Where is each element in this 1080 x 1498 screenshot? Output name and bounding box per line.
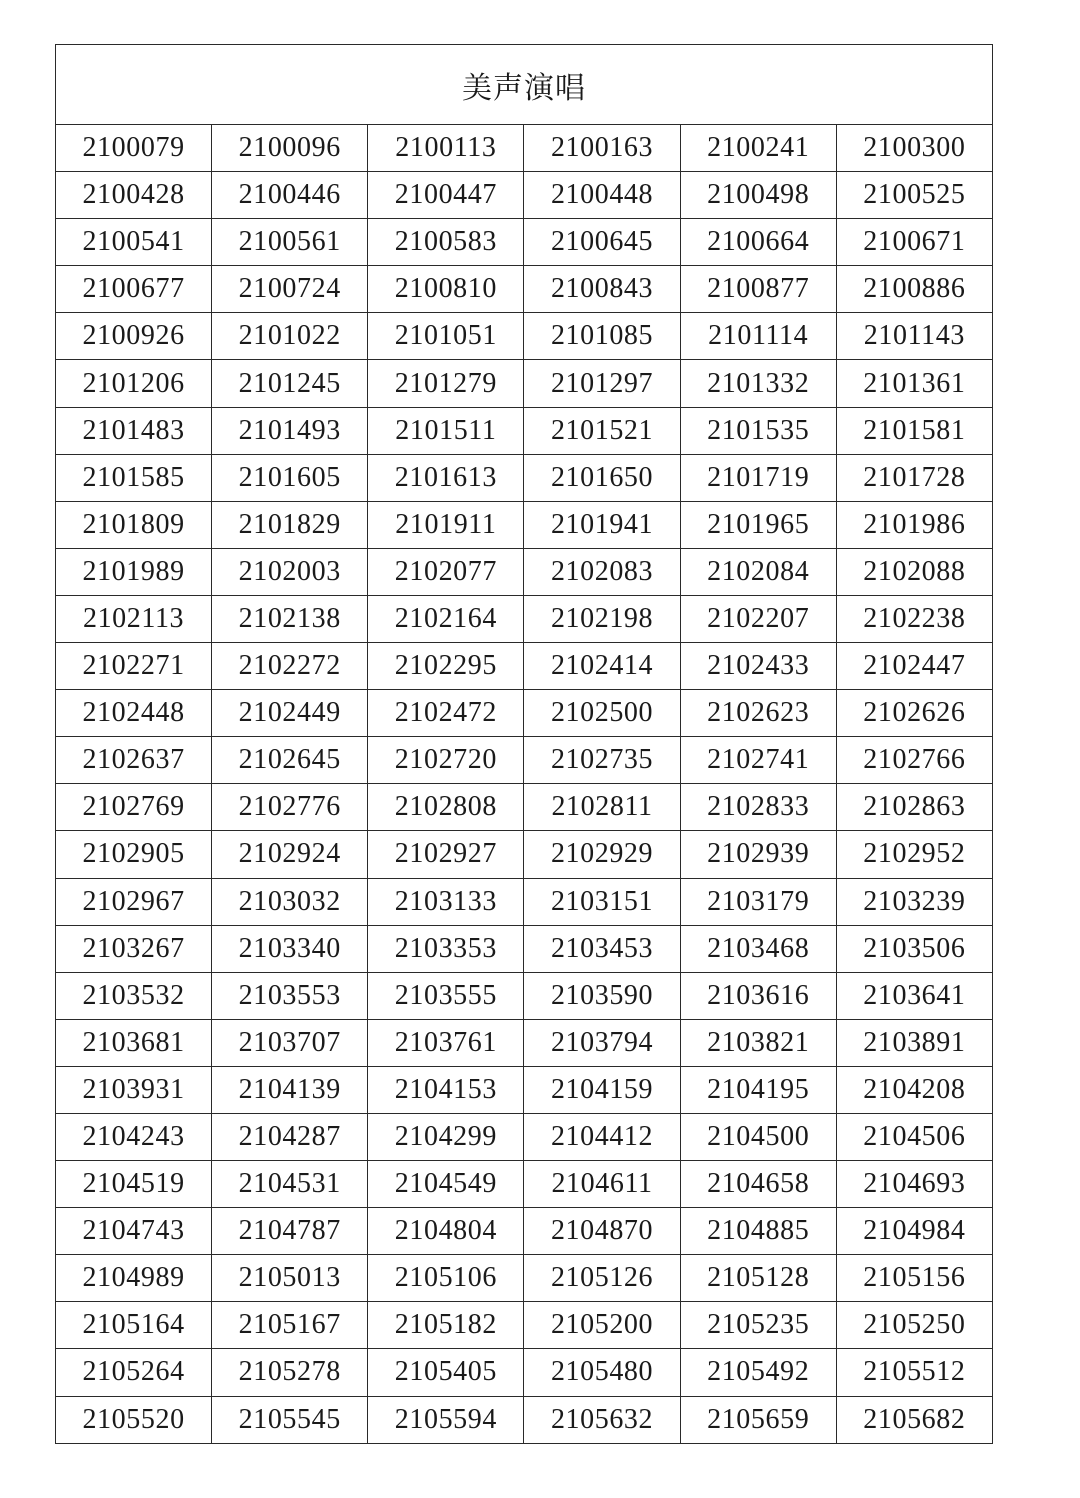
candidate-number-cell: 2102623 [680, 690, 836, 737]
candidate-number-cell: 2102637 [56, 737, 212, 784]
candidate-number-cell: 2103590 [524, 972, 680, 1019]
table-row [56, 1161, 993, 1208]
candidate-number-cell: 2103133 [368, 878, 524, 925]
candidate-number-cell: 2102238 [836, 595, 992, 642]
table-row [56, 1302, 993, 1349]
roster-table [55, 44, 993, 1444]
candidate-number-cell: 2105250 [836, 1302, 992, 1349]
candidate-number-cell: 2100096 [212, 125, 368, 172]
candidate-number-cell: 2102088 [836, 548, 992, 595]
candidate-number-cell: 2104299 [368, 1113, 524, 1160]
candidate-number-cell: 2105106 [368, 1255, 524, 1302]
candidate-number-cell: 2101829 [212, 501, 368, 548]
candidate-number-cell: 2102083 [524, 548, 680, 595]
candidate-number-cell: 2103239 [836, 878, 992, 925]
candidate-number-cell: 2100428 [56, 172, 212, 219]
candidate-number-cell: 2102447 [836, 643, 992, 690]
table-row [56, 1066, 993, 1113]
candidate-number-cell: 2102967 [56, 878, 212, 925]
candidate-number-cell: 2104658 [680, 1161, 836, 1208]
candidate-number-cell: 2104208 [836, 1066, 992, 1113]
candidate-number-cell: 2101535 [680, 407, 836, 454]
candidate-number-cell: 2102766 [836, 737, 992, 784]
candidate-number-cell: 2100300 [836, 125, 992, 172]
candidate-number-cell: 2102295 [368, 643, 524, 690]
candidate-number-cell: 2104611 [524, 1161, 680, 1208]
candidate-number-cell: 2102626 [836, 690, 992, 737]
candidate-number-cell: 2105405 [368, 1349, 524, 1396]
candidate-number-cell: 2102769 [56, 784, 212, 831]
candidate-number-cell: 2105682 [836, 1396, 992, 1443]
candidate-number-cell: 2101511 [368, 407, 524, 454]
candidate-number-cell: 2102084 [680, 548, 836, 595]
candidate-number-cell: 2105013 [212, 1255, 368, 1302]
candidate-number-cell: 2104195 [680, 1066, 836, 1113]
candidate-number-cell: 2104500 [680, 1113, 836, 1160]
candidate-number-cell: 2103032 [212, 878, 368, 925]
candidate-number-cell: 2105512 [836, 1349, 992, 1396]
candidate-number-cell: 2100079 [56, 125, 212, 172]
candidate-number-cell: 2102929 [524, 831, 680, 878]
table-row [56, 219, 993, 266]
table-row [56, 1396, 993, 1443]
candidate-number-cell: 2105126 [524, 1255, 680, 1302]
candidate-number-cell: 2104243 [56, 1113, 212, 1160]
candidate-number-cell: 2101245 [212, 360, 368, 407]
candidate-number-cell: 2104885 [680, 1208, 836, 1255]
candidate-number-cell: 2102272 [212, 643, 368, 690]
candidate-number-cell: 2100645 [524, 219, 680, 266]
candidate-number-cell: 2105167 [212, 1302, 368, 1349]
candidate-number-cell: 2102863 [836, 784, 992, 831]
candidate-number-cell: 2102645 [212, 737, 368, 784]
candidate-number-cell: 2102433 [680, 643, 836, 690]
candidate-number-cell: 2103891 [836, 1019, 992, 1066]
candidate-number-cell: 2100843 [524, 266, 680, 313]
table-row [56, 501, 993, 548]
candidate-number-cell: 2103761 [368, 1019, 524, 1066]
candidate-number-cell: 2100541 [56, 219, 212, 266]
candidate-number-cell: 2100446 [212, 172, 368, 219]
candidate-number-cell: 2102113 [56, 595, 212, 642]
table-row [56, 1349, 993, 1396]
candidate-number-cell: 2104870 [524, 1208, 680, 1255]
candidate-number-cell: 2101483 [56, 407, 212, 454]
candidate-number-cell: 2100583 [368, 219, 524, 266]
candidate-number-cell: 2104743 [56, 1208, 212, 1255]
candidate-number-cell: 2101493 [212, 407, 368, 454]
candidate-number-cell: 2103555 [368, 972, 524, 1019]
candidate-number-cell: 2105492 [680, 1349, 836, 1396]
candidate-number-cell: 2101051 [368, 313, 524, 360]
candidate-number-cell: 2100886 [836, 266, 992, 313]
candidate-number-cell: 2100448 [524, 172, 680, 219]
candidate-number-cell: 2105264 [56, 1349, 212, 1396]
candidate-number-cell: 2102271 [56, 643, 212, 690]
candidate-number-cell: 2102952 [836, 831, 992, 878]
candidate-number-cell: 2105520 [56, 1396, 212, 1443]
candidate-number-cell: 2100664 [680, 219, 836, 266]
candidate-number-cell: 2104693 [836, 1161, 992, 1208]
candidate-number-cell: 2103151 [524, 878, 680, 925]
candidate-number-cell: 2104549 [368, 1161, 524, 1208]
candidate-number-cell: 2103821 [680, 1019, 836, 1066]
table-row [56, 737, 993, 784]
table-row [56, 1113, 993, 1160]
candidate-number-cell: 2104506 [836, 1113, 992, 1160]
candidate-number-cell: 2105235 [680, 1302, 836, 1349]
table-row [56, 1208, 993, 1255]
candidate-number-cell: 2102003 [212, 548, 368, 595]
candidate-number-cell: 2101361 [836, 360, 992, 407]
candidate-number-cell: 2100671 [836, 219, 992, 266]
candidate-number-cell: 2102138 [212, 595, 368, 642]
candidate-number-cell: 2104412 [524, 1113, 680, 1160]
table-row [56, 360, 993, 407]
candidate-number-cell: 2105200 [524, 1302, 680, 1349]
candidate-number-cell: 2102776 [212, 784, 368, 831]
candidate-number-cell: 2104804 [368, 1208, 524, 1255]
candidate-number-cell: 2102833 [680, 784, 836, 831]
candidate-number-cell: 2104153 [368, 1066, 524, 1113]
candidate-number-cell: 2103532 [56, 972, 212, 1019]
candidate-number-cell: 2102198 [524, 595, 680, 642]
candidate-number-cell: 2104531 [212, 1161, 368, 1208]
candidate-number-cell: 2102164 [368, 595, 524, 642]
candidate-number-cell: 2105156 [836, 1255, 992, 1302]
candidate-number-cell: 2101989 [56, 548, 212, 595]
candidate-number-cell: 2104984 [836, 1208, 992, 1255]
candidate-number-cell: 2102939 [680, 831, 836, 878]
table-row [56, 595, 993, 642]
candidate-number-cell: 2101613 [368, 454, 524, 501]
candidate-number-cell: 2100163 [524, 125, 680, 172]
candidate-number-cell: 2101206 [56, 360, 212, 407]
candidate-number-cell: 2104159 [524, 1066, 680, 1113]
candidate-number-cell: 2102449 [212, 690, 368, 737]
candidate-number-cell: 2101085 [524, 313, 680, 360]
candidate-number-cell: 2103616 [680, 972, 836, 1019]
table-row [56, 972, 993, 1019]
candidate-number-cell: 2103179 [680, 878, 836, 925]
candidate-number-cell: 2102924 [212, 831, 368, 878]
candidate-number-cell: 2102077 [368, 548, 524, 595]
candidate-number-cell: 2102735 [524, 737, 680, 784]
table-row [56, 454, 993, 501]
table-row [56, 125, 993, 172]
candidate-number-cell: 2105545 [212, 1396, 368, 1443]
candidate-number-cell: 2102741 [680, 737, 836, 784]
candidate-number-cell: 2105480 [524, 1349, 680, 1396]
candidate-number-cell: 2105182 [368, 1302, 524, 1349]
roster-body [56, 125, 993, 1444]
candidate-number-cell: 2101581 [836, 407, 992, 454]
candidate-number-cell: 2102720 [368, 737, 524, 784]
candidate-number-cell: 2101605 [212, 454, 368, 501]
candidate-number-cell: 2101911 [368, 501, 524, 548]
candidate-number-cell: 2101114 [680, 313, 836, 360]
candidate-number-cell: 2100241 [680, 125, 836, 172]
candidate-number-cell: 2104519 [56, 1161, 212, 1208]
candidate-number-cell: 2105128 [680, 1255, 836, 1302]
candidate-number-cell: 2101297 [524, 360, 680, 407]
candidate-number-cell: 2101941 [524, 501, 680, 548]
candidate-number-cell: 2103553 [212, 972, 368, 1019]
candidate-number-cell: 2103681 [56, 1019, 212, 1066]
table-row [56, 407, 993, 454]
candidate-number-cell: 2105278 [212, 1349, 368, 1396]
candidate-number-cell: 2100724 [212, 266, 368, 313]
candidate-number-cell: 2101986 [836, 501, 992, 548]
candidate-number-cell: 2101965 [680, 501, 836, 548]
candidate-number-cell: 2103468 [680, 925, 836, 972]
candidate-number-cell: 2102207 [680, 595, 836, 642]
candidate-number-cell: 2100113 [368, 125, 524, 172]
candidate-number-cell: 2100926 [56, 313, 212, 360]
candidate-number-cell: 2101650 [524, 454, 680, 501]
candidate-number-cell: 2100447 [368, 172, 524, 219]
candidate-number-cell: 2102905 [56, 831, 212, 878]
candidate-number-cell: 2102811 [524, 784, 680, 831]
candidate-number-cell: 2103506 [836, 925, 992, 972]
candidate-number-cell: 2103794 [524, 1019, 680, 1066]
candidate-number-cell: 2102808 [368, 784, 524, 831]
candidate-number-cell: 2103641 [836, 972, 992, 1019]
candidate-number-cell: 2103340 [212, 925, 368, 972]
candidate-number-cell: 2101809 [56, 501, 212, 548]
table-row [56, 1255, 993, 1302]
table-row [56, 548, 993, 595]
title-row [56, 45, 993, 125]
candidate-number-cell: 2102448 [56, 690, 212, 737]
table-row [56, 313, 993, 360]
candidate-number-cell: 2101332 [680, 360, 836, 407]
candidate-number-cell: 2102927 [368, 831, 524, 878]
candidate-number-cell: 2101022 [212, 313, 368, 360]
candidate-number-cell: 2104989 [56, 1255, 212, 1302]
candidate-number-cell: 2100498 [680, 172, 836, 219]
table-row [56, 266, 993, 313]
candidate-number-cell: 2102472 [368, 690, 524, 737]
table-title: 美声演唱 [56, 45, 993, 125]
candidate-number-cell: 2100677 [56, 266, 212, 313]
table-row [56, 643, 993, 690]
table-row [56, 925, 993, 972]
candidate-number-cell: 2103707 [212, 1019, 368, 1066]
candidate-number-cell: 2100561 [212, 219, 368, 266]
candidate-number-cell: 2100525 [836, 172, 992, 219]
candidate-number-cell: 2100810 [368, 266, 524, 313]
table-row [56, 878, 993, 925]
candidate-number-cell: 2104787 [212, 1208, 368, 1255]
candidate-number-cell: 2105659 [680, 1396, 836, 1443]
candidate-number-cell: 2101719 [680, 454, 836, 501]
candidate-number-cell: 2103267 [56, 925, 212, 972]
candidate-number-cell: 2100877 [680, 266, 836, 313]
candidate-number-cell: 2101728 [836, 454, 992, 501]
candidate-number-cell: 2101521 [524, 407, 680, 454]
candidate-number-cell: 2102500 [524, 690, 680, 737]
candidate-number-cell: 2105632 [524, 1396, 680, 1443]
candidate-number-cell: 2104139 [212, 1066, 368, 1113]
candidate-number-cell: 2103453 [524, 925, 680, 972]
candidate-number-cell: 2105594 [368, 1396, 524, 1443]
candidate-number-cell: 2101585 [56, 454, 212, 501]
candidate-number-cell: 2105164 [56, 1302, 212, 1349]
candidate-number-cell: 2104287 [212, 1113, 368, 1160]
table-row [56, 172, 993, 219]
candidate-number-cell: 2101279 [368, 360, 524, 407]
candidate-number-cell: 2103353 [368, 925, 524, 972]
table-row [56, 1019, 993, 1066]
candidate-number-cell: 2103931 [56, 1066, 212, 1113]
candidate-number-cell: 2102414 [524, 643, 680, 690]
table-row [56, 690, 993, 737]
table-row [56, 784, 993, 831]
table-row [56, 831, 993, 878]
candidate-number-cell: 2101143 [836, 313, 992, 360]
